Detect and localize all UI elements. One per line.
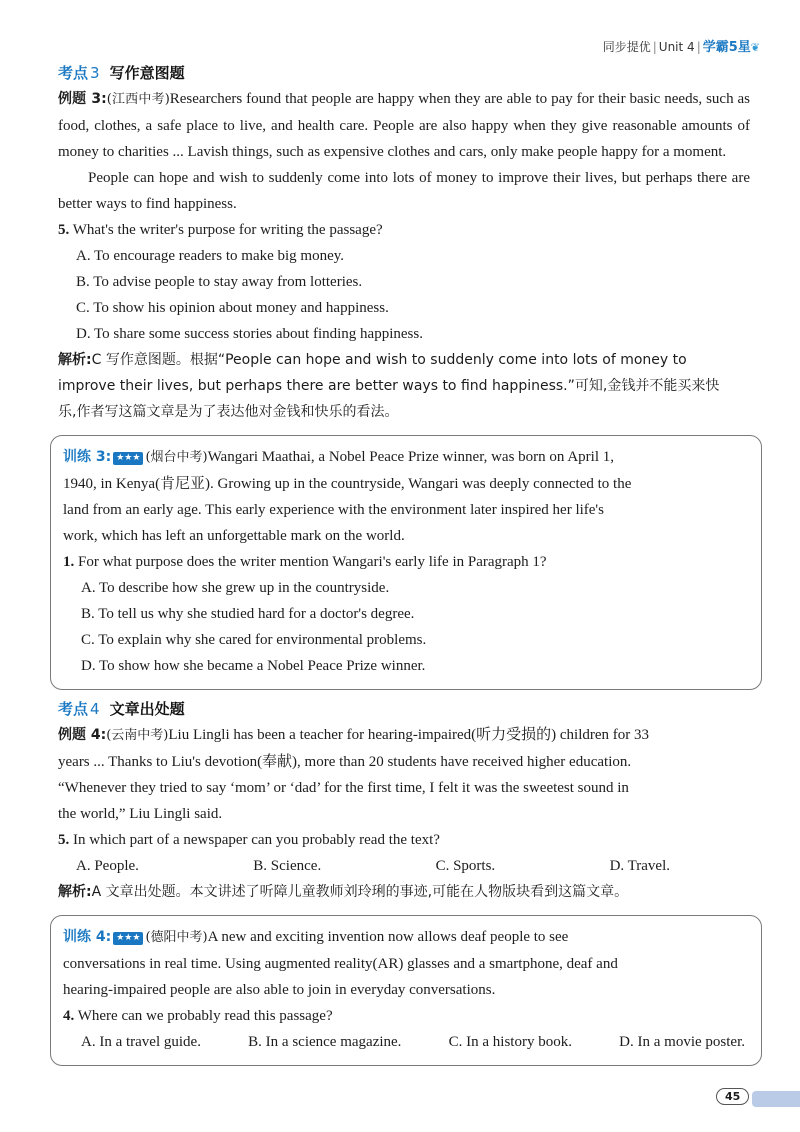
analysis-label: 解析: [58, 352, 92, 368]
example-4-line1 [58, 722, 750, 749]
analysis-text: A 文章出处题。本文讲述了听障儿童教师刘玲琍的事迹,可能在人物版块看到这篇文章。 [91, 884, 629, 900]
option-b: B. In a science magazine. [248, 1034, 402, 1050]
training-source: (烟台中考) [145, 450, 208, 465]
page-tab-decoration [752, 1091, 800, 1107]
example-3-para2: People can hope and wish to suddenly come into lots of money to improve their lives, but perhaps there are better ways to find happiness. [58, 170, 750, 212]
training-3-line1 [63, 444, 749, 471]
training-4-box [50, 915, 762, 1066]
question-text: Where can we probably read this passage? [77, 1008, 333, 1024]
page-header: 同步提优 | Unit 4 | 学霸5星❦ [602, 40, 760, 55]
option-d: D. To show how she became a Nobel Peace Prize winner. [81, 658, 426, 674]
example-3-para1 [58, 86, 750, 165]
training-4-line2: conversations in real time. Using augmented reality(AR) glasses and a smartphone, deaf and [63, 956, 618, 972]
training-label: 训练 4: [63, 929, 112, 945]
option-c: C. In a history book. [448, 1034, 572, 1050]
example-label: 例题 3: [58, 91, 107, 107]
example-3-question [58, 217, 750, 243]
question-text: What's the writer's purpose for writing the passage? [72, 222, 383, 238]
section-4-heading [58, 698, 750, 720]
question-number: 4. [63, 1008, 75, 1024]
training-3-question [63, 549, 749, 575]
option-a: A. People. [76, 858, 139, 874]
training-3-box [50, 435, 762, 690]
option-d: D. In a movie poster. [619, 1034, 745, 1050]
option-d: D. To share some success stories about finding happiness. [76, 326, 423, 342]
example-source: (江西中考) [106, 92, 170, 107]
option-a: A. To describe how she grew up in the countryside. [81, 580, 390, 596]
example-label: 例题 4: [58, 727, 107, 743]
option-b: B. Science. [253, 858, 322, 874]
training-text: A new and exciting invention now allows deaf people to see [207, 929, 569, 945]
example-4-line3: “Whenever they tried to say ‘mom’ or ‘dad’ for the first time, I felt it was the sweetest sound in [58, 780, 629, 796]
example-text: Researchers found that people are happy when they are able to pay for their basic needs, such as food, clothes, a safe place to live, and health care. People are also happy when they give reasonable amounts of money to charities ... Lavish things, such as expensive clothes and cars, only make people happy for a moment. [58, 91, 750, 160]
training-3-line4: work, which has left an unforgettable mark on the world. [63, 528, 405, 544]
option-a: A. To encourage readers to make big money. [76, 248, 345, 264]
page-number: 45 [716, 1088, 749, 1105]
analysis-line3: 乐,作者写这篇文章是为了表达他对金钱和快乐的看法。 [58, 404, 399, 420]
example-4-line4: the world,” Liu Lingli said. [58, 806, 223, 822]
training-4-question [63, 1003, 749, 1029]
example-4-line2: years ... Thanks to Liu's devotion(奉献), more than 20 students have received higher education. [58, 754, 632, 770]
leaf-icon: ❦ [750, 41, 760, 54]
option-d: D. Travel. [609, 858, 670, 874]
question-text: For what purpose does the writer mention Wangari's early life in Paragraph 1? [78, 554, 547, 570]
training-source: (德阳中考) [145, 930, 208, 945]
section-number: 3 [90, 64, 100, 82]
section-title: 文章出处题 [109, 700, 185, 718]
brand-logo: 学霸5星 [702, 40, 751, 55]
analysis-label: 解析: [58, 884, 92, 900]
example-4-options [58, 853, 750, 879]
example-source: (云南中考) [106, 728, 169, 743]
difficulty-stars-icon: ★★★ [113, 932, 143, 945]
example-4-question [58, 827, 750, 853]
option-b: B. To tell us why she studied hard for a doctor's degree. [81, 606, 415, 622]
option-c: C. Sports. [435, 858, 496, 874]
unit-label: Unit 4 [658, 40, 695, 54]
option-c: C. To show his opinion about money and happiness. [76, 300, 389, 316]
question-text: In which part of a newspaper can you probably read the text? [73, 832, 440, 848]
example-text: Liu Lingli has been a teacher for hearing-impaired(听力受损的) children for 33 [168, 727, 650, 743]
question-number: 1. [63, 554, 75, 570]
training-4-line1 [63, 924, 749, 951]
training-label: 训练 3: [63, 449, 112, 465]
page-content [58, 62, 750, 1074]
section-tag: 考点 [58, 700, 89, 718]
option-c: C. To explain why she cared for environmental problems. [81, 632, 427, 648]
analysis-3 [58, 347, 750, 373]
training-3-line3: land from an early age. This early experience with the environment later inspired her life's [63, 502, 604, 518]
difficulty-stars-icon: ★★★ [113, 452, 143, 465]
training-3-line2: 1940, in Kenya(肯尼亚). Growing up in the countryside, Wangari was deeply connected to the [63, 476, 632, 492]
section-number: 4 [90, 700, 100, 718]
training-text: Wangari Maathai, a Nobel Peace Prize winner, was born on April 1, [207, 449, 614, 465]
analysis-line2: improve their lives, but perhaps there are better ways to find happiness.”可知,金钱并不能买来快 [58, 378, 720, 394]
section-title: 写作意图题 [109, 64, 185, 82]
series-name: 同步提优 [602, 40, 651, 54]
analysis-line1: C 写作意图题。根据“People can hope and wish to suddenly come into lots of money to [91, 352, 687, 368]
section-tag: 考点 [58, 64, 89, 82]
analysis-4 [58, 879, 750, 905]
option-a: A. In a travel guide. [81, 1034, 201, 1050]
question-number: 5. [58, 832, 70, 848]
option-b: B. To advise people to stay away from lotteries. [76, 274, 363, 290]
training-4-line3: hearing-impaired people are also able to join in everyday conversations. [63, 982, 496, 998]
question-number: 5. [58, 222, 70, 238]
section-3-heading [58, 62, 750, 84]
training-4-options [63, 1029, 749, 1055]
